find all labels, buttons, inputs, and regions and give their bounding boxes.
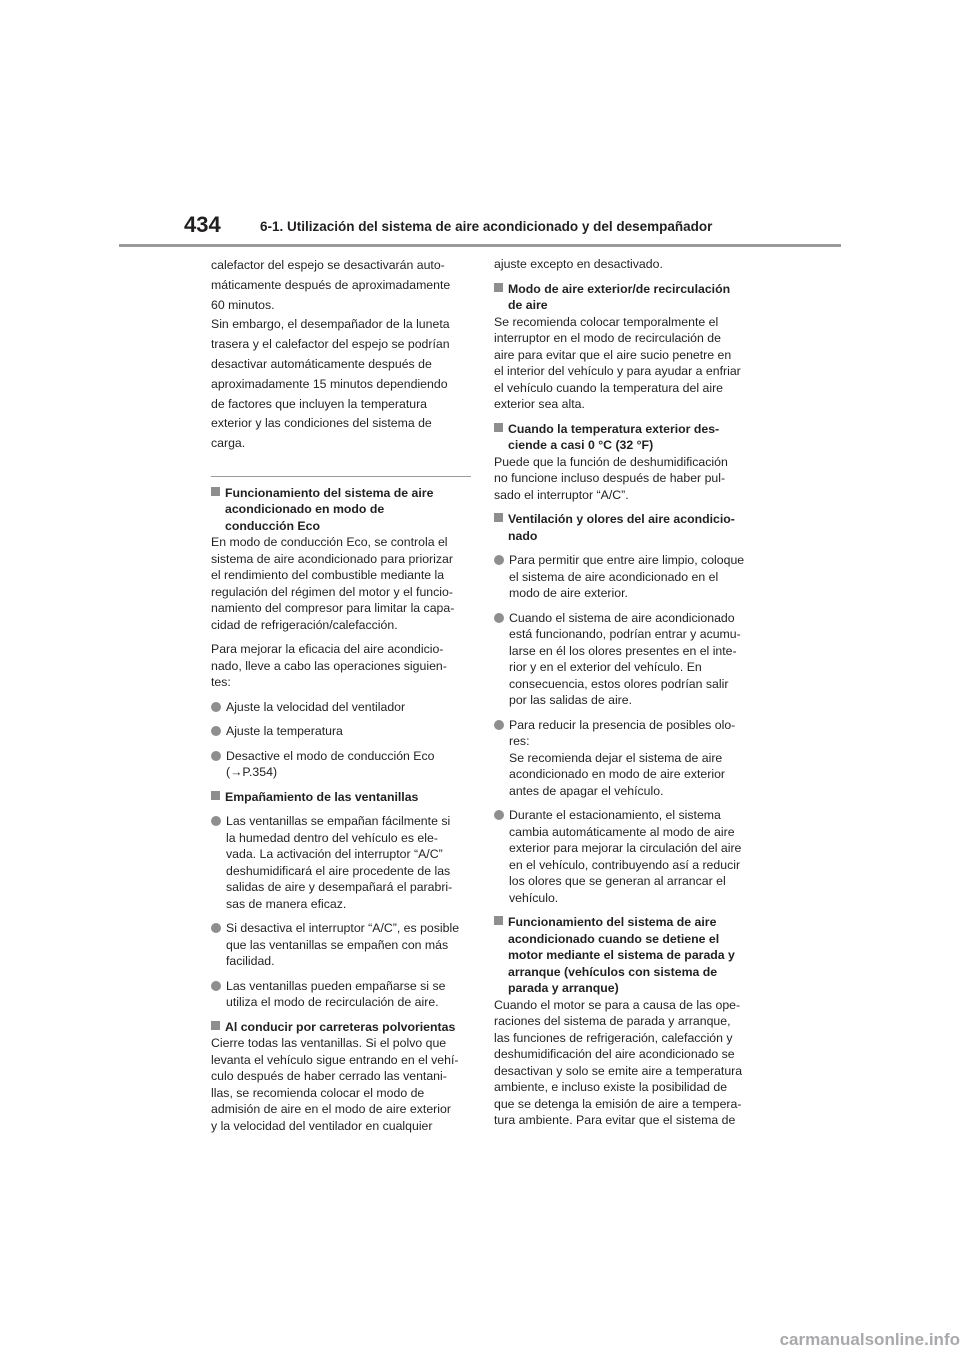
bullet-item [494,552,756,602]
intro-line: exterior y las condiciones del sistema de [211,416,432,431]
section-heading-text: Empañamiento de las ventanillas [225,789,419,804]
intro-line: calefactor del espejo se desactivarán auto- [211,258,445,272]
bullet-item [211,920,471,970]
circle-bullet-icon [211,816,221,826]
intro-text [211,256,471,454]
circle-bullet-icon [211,726,221,736]
section-heading-fog [211,789,471,806]
intro-line: 60 minutos. [211,297,275,312]
bullet-item [211,699,471,716]
paragraph: ajuste excepto en desactivado. [494,257,663,271]
bullet-text: Si desactiva el interruptor “A/C”, es posible que las ventanillas se empañen con más facilidad. [226,921,460,969]
section-heading-text: Al conducir por carreteras polvorientas [225,1019,456,1034]
section-heading-stop-start [494,914,756,997]
bullet-item [211,813,471,912]
bullet-text: Para reducir la presencia de posibles olo- res: Se recomienda dejar el sistema de aire acondicionado en modo de aire exterior antes de apagar el vehículo. [509,717,736,798]
square-bullet-icon [211,1021,220,1030]
intro-line: de factores que incluyen la temperatura [211,396,428,411]
square-bullet-icon [211,487,220,496]
paragraph: Puede que la función de deshumidificación no funcione incluso después de haber pul- sado el interruptor “A/C”. [494,454,728,502]
section-heading-odors [494,511,756,544]
intro-line: carga. [211,436,246,451]
paragraph: Cierre todas las ventanillas. Si el polvo que levanta el vehículo sigue entrando en el vehí- culo después de haber cerrado las ventani- llas, se recomienda colocar el modo de admisión de aire en el modo de aire exterior y la velocidad del ventilador en cualquier [211,1036,459,1133]
bullet-item [211,748,471,781]
paragraph: Cuando el motor se para a causa de las ope- raciones del sistema de parada y arranque, las funciones de refrigeración, calefacción y deshumidificación del aire acondicionado se desactivan y solo se emite aire a temperatura ambiente, e incluso existe la posibilidad de que se detenga la emisión de aire a tempera- tura ambiente. Para evitar que el sistema de [494,997,743,1127]
intro-line: desactivar automáticamente después de [211,356,432,371]
intro-line: máticamente después de aproximadamente [211,277,451,292]
section-heading-eco [211,485,471,535]
section-divider [211,476,471,477]
section-heading-text: Ventilación y olores del aire acondicio- nado [508,512,735,543]
bullet-text: Las ventanillas se empañan fácilmente si la humedad dentro del vehículo es ele- vada. La activación del interruptor “A/C” deshumidificará el aire procedente de las salidas de aire y desempañará el parabri- sas de manera eficaz. [226,814,453,911]
header-rule [119,244,841,247]
paragraph: Para mejorar la eficacia del aire acondicio- nado, lleve a cabo las operaciones siguien- tes: [211,642,447,690]
square-bullet-icon [494,423,503,432]
watermark: carmanualsonline.info [779,1330,960,1349]
square-bullet-icon [494,916,503,925]
chapter-title: 6-1. Utilización del sistema de aire acondicionado y del desempañador [260,219,713,234]
left-column [211,256,471,1134]
bullet-item [211,723,471,740]
circle-bullet-icon [211,981,221,991]
circle-bullet-icon [494,613,504,623]
paragraph: Se recomienda colocar temporalmente el interruptor en el modo de recirculación de aire para evitar que el aire sucio penetre en el interior del vehículo y para ayudar a enfriar el vehículo cuando la temperatura del aire exterior sea alta. [494,314,741,411]
square-bullet-icon [211,791,220,800]
circle-bullet-icon [494,555,504,565]
circle-bullet-icon [494,810,504,820]
bullet-item [211,978,471,1011]
section-heading-text: Funcionamiento del sistema de aire acondicionado cuando se detiene el motor mediante el sistema de parada y arranque (vehículos con sistema de parada y arranque) [508,915,735,995]
bullet-text: Para permitir que entre aire limpio, coloque el sistema de aire acondicionado en el modo de aire exterior. [509,553,745,600]
circle-bullet-icon [211,751,221,761]
bullet-text: Durante el estacionamiento, el sistema cambia automáticamente al modo de aire exterior para mejorar la circulación del aire en el vehículo, contribuyendo así a reducir los olores que se generan al arrancar el vehículo. [509,808,742,905]
bullet-item [494,807,756,906]
intro-line: trasera y el calefactor del espejo se podrían [211,337,450,352]
circle-bullet-icon [494,720,504,730]
square-bullet-icon [494,513,503,522]
circle-bullet-icon [211,923,221,933]
intro-line: aproximadamente 15 minutos dependiendo [211,376,448,391]
bullet-text: Ajuste la velocidad del ventilador [226,699,406,714]
square-bullet-icon [494,283,503,292]
section-heading-text: Cuando la temperatura exterior des- ciende a casi 0 °C (32 °F) [508,421,720,452]
section-heading-text: Modo de aire exterior/de recirculación de aire [508,281,731,312]
paragraph: En modo de conducción Eco, se controla el sistema de aire acondicionado para priorizar el rendimiento del combustible mediante la regulación del régimen del motor y el funcio- namiento del compresor para limitar la capa- cidad de refrigeración/calefacción. [211,535,455,632]
circle-bullet-icon [211,702,221,712]
bullet-text: Cuando el sistema de aire acondicionado está funcionando, podrían entrar y acumu- larse en él los olores presentes en el inte- rior y en el exterior del vehículo. En consecuencia, estos olores podrían salir por las salidas de aire. [509,610,741,707]
section-heading-recirculation [494,281,756,314]
right-column [494,256,756,1129]
bullet-text: Ajuste la temperatura [226,724,343,739]
section-heading-dust [211,1019,471,1036]
section-heading-text: Funcionamiento del sistema de aire acondicionado en modo de conducción Eco [225,485,434,533]
bullet-item [494,610,756,709]
bullet-text: Desactive el modo de conducción Eco (→P.354) [226,748,435,780]
bullet-item [494,717,756,800]
bullet-text: Las ventanillas pueden empañarse si se utiliza el modo de recirculación de aire. [226,978,446,1010]
section-heading-cold [494,421,756,454]
intro-line: Sin embargo, el desempañador de la luneta [211,317,450,332]
page-number: 434 [184,212,221,237]
